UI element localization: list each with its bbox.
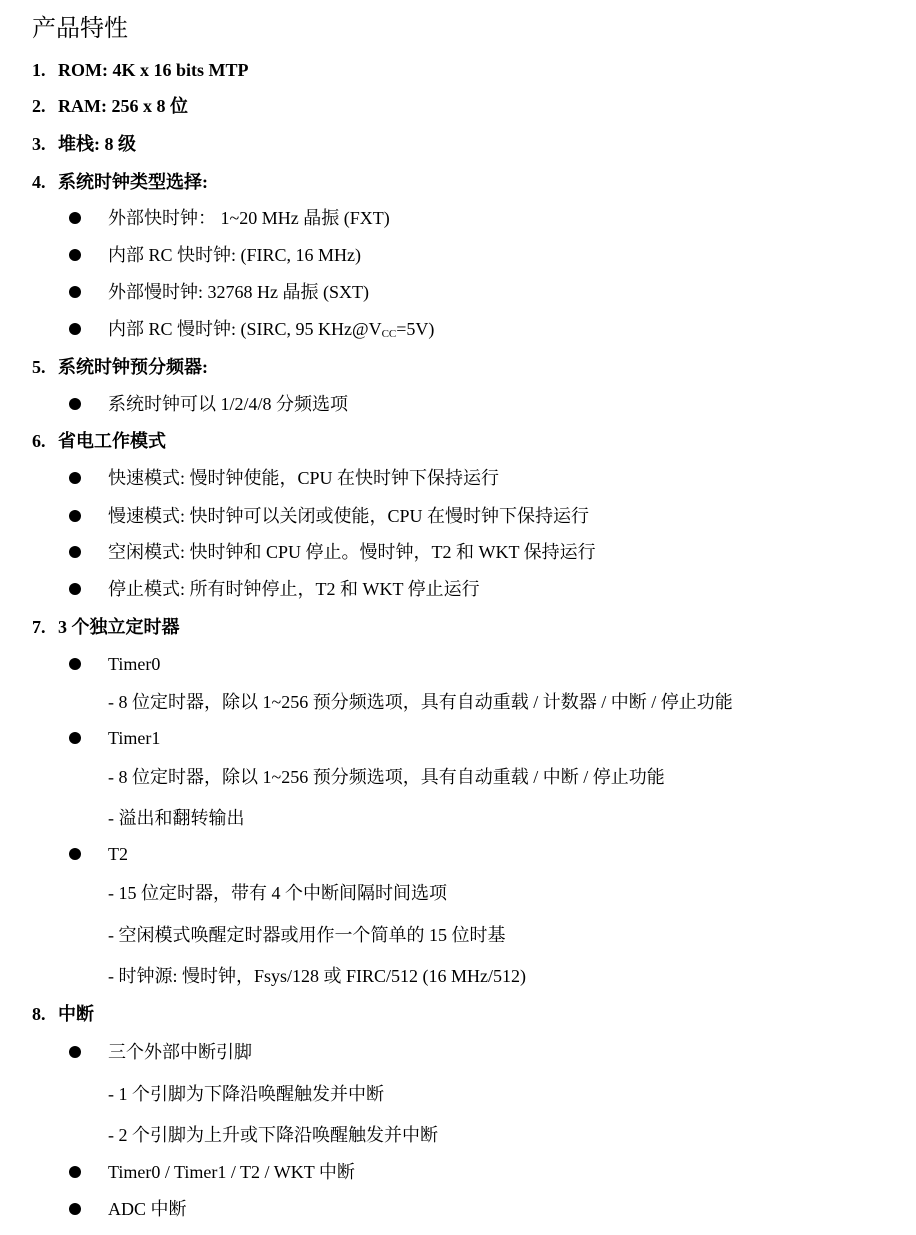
section-heading-2 — [32, 97, 188, 115]
list-item — [108, 1163, 355, 1181]
section-number: 3. — [32, 134, 46, 154]
section-text: 系统时钟预分频器: — [58, 357, 208, 377]
list-item-text: 慢速模式: 快时钟可以关闭或使能，CPU 在慢时钟下保持运行 — [108, 506, 590, 526]
bullet-dot-icon — [69, 1203, 81, 1215]
bullet-dot-icon — [69, 249, 81, 261]
list-item-text: ADC 中断 — [108, 1199, 187, 1219]
bullet-dot-icon — [69, 848, 81, 860]
list-item — [108, 507, 589, 525]
section-text: 省电工作模式 — [58, 431, 166, 451]
list-item — [108, 1043, 252, 1061]
list-item — [108, 320, 434, 340]
section-number: 6. — [32, 431, 46, 451]
section-text: 3 个独立定时器 — [58, 617, 180, 637]
section-text: 中断 — [58, 1004, 94, 1024]
list-item — [108, 469, 499, 487]
list-item — [108, 246, 361, 264]
list-item-text: 三个外部中断引脚 — [108, 1042, 252, 1062]
list-item-detail: - 1 个引脚为下降沿唤醒触发并中断 — [108, 1084, 384, 1104]
list-item-text: 停止模式: 所有时钟停止，T2 和 WKT 停止运行 — [108, 579, 480, 599]
list-item-text: 外部快时钟： 1~20 MHz 晶振 (FXT) — [108, 208, 390, 228]
list-item-detail: - 15 位定时器，带有 4 个中断间隔时间选项 — [108, 883, 447, 903]
bullet-dot-icon — [69, 212, 81, 224]
list-item-detail: - 空闲模式唤醒定时器或用作一个简单的 15 位时基 — [108, 925, 506, 945]
timer-name: Timer1 — [108, 728, 161, 748]
list-item-text-suffix: =5V) — [396, 319, 435, 339]
section-number: 5. — [32, 357, 46, 377]
bullet-dot-icon — [69, 546, 81, 558]
bullet-dot-icon — [69, 583, 81, 595]
list-item — [108, 845, 128, 863]
bullet-dot-icon — [69, 1046, 81, 1058]
list-item — [108, 283, 369, 301]
timer-name: Timer0 — [108, 654, 161, 674]
list-item — [108, 729, 160, 747]
section-heading-8 — [32, 1005, 94, 1023]
list-item — [108, 543, 596, 561]
bullet-dot-icon — [69, 286, 81, 298]
section-heading-1 — [32, 61, 249, 79]
bullet-dot-icon — [69, 658, 81, 670]
list-item-text: 空闲模式: 快时钟和 CPU 停止。慢时钟，T2 和 WKT 保持运行 — [108, 542, 596, 562]
section-heading-6 — [32, 432, 166, 450]
section-heading-3 — [32, 135, 136, 153]
bullet-dot-icon — [69, 1166, 81, 1178]
list-item-text: 内部 RC 慢时钟: (SIRC, 95 KHz@V — [108, 319, 382, 339]
section-number: 1. — [32, 60, 46, 80]
list-item-text: Timer0 / Timer1 / T2 / WKT 中断 — [108, 1162, 355, 1182]
bullet-dot-icon — [69, 510, 81, 522]
section-text: 系统时钟类型选择: — [58, 172, 208, 192]
timer-name: T2 — [108, 844, 128, 864]
list-item-detail: - 溢出和翻转输出 — [108, 808, 245, 828]
list-item-text: 快速模式: 慢时钟使能，CPU 在快时钟下保持运行 — [108, 468, 500, 488]
section-heading-5 — [32, 358, 208, 376]
list-item — [108, 395, 348, 413]
list-item — [108, 209, 390, 227]
bullet-dot-icon — [69, 472, 81, 484]
list-item-detail: - 时钟源: 慢时钟，Fsys/128 或 FIRC/512 (16 MHz/512) — [108, 966, 527, 986]
bullet-dot-icon — [69, 323, 81, 335]
bullet-dot-icon — [69, 398, 81, 410]
page-title: 产品特性 — [32, 14, 128, 42]
section-heading-7 — [32, 618, 180, 636]
section-heading-4 — [32, 173, 208, 191]
section-number: 8. — [32, 1004, 46, 1024]
section-text: ROM: 4K x 16 bits MTP — [58, 60, 249, 80]
list-item — [108, 1200, 187, 1218]
list-item-detail: - 8 位定时器，除以 1~256 预分频选项，具有自动重载 / 中断 / 停止功能 — [108, 767, 665, 787]
section-text: RAM: 256 x 8 位 — [58, 96, 188, 116]
list-item-detail: - 8 位定时器，除以 1~256 预分频选项，具有自动重载 / 计数器 / 中断 / 停止功能 — [108, 692, 733, 712]
section-number: 7. — [32, 617, 46, 637]
section-text: 堆栈: 8 级 — [58, 134, 136, 154]
vcc-subscript: CC — [381, 328, 397, 340]
list-item-detail: - 2 个引脚为上升或下降沿唤醒触发并中断 — [108, 1125, 438, 1145]
section-number: 2. — [32, 96, 46, 116]
list-item — [108, 580, 480, 598]
list-item-text: 系统时钟可以 1/2/4/8 分频选项 — [108, 394, 349, 414]
bullet-dot-icon — [69, 732, 81, 744]
list-item-text: 外部慢时钟: 32768 Hz 晶振 (SXT) — [108, 282, 369, 302]
section-number: 4. — [32, 172, 46, 192]
list-item — [108, 655, 160, 673]
list-item-text: 内部 RC 快时钟: (FIRC, 16 MHz) — [108, 245, 362, 265]
